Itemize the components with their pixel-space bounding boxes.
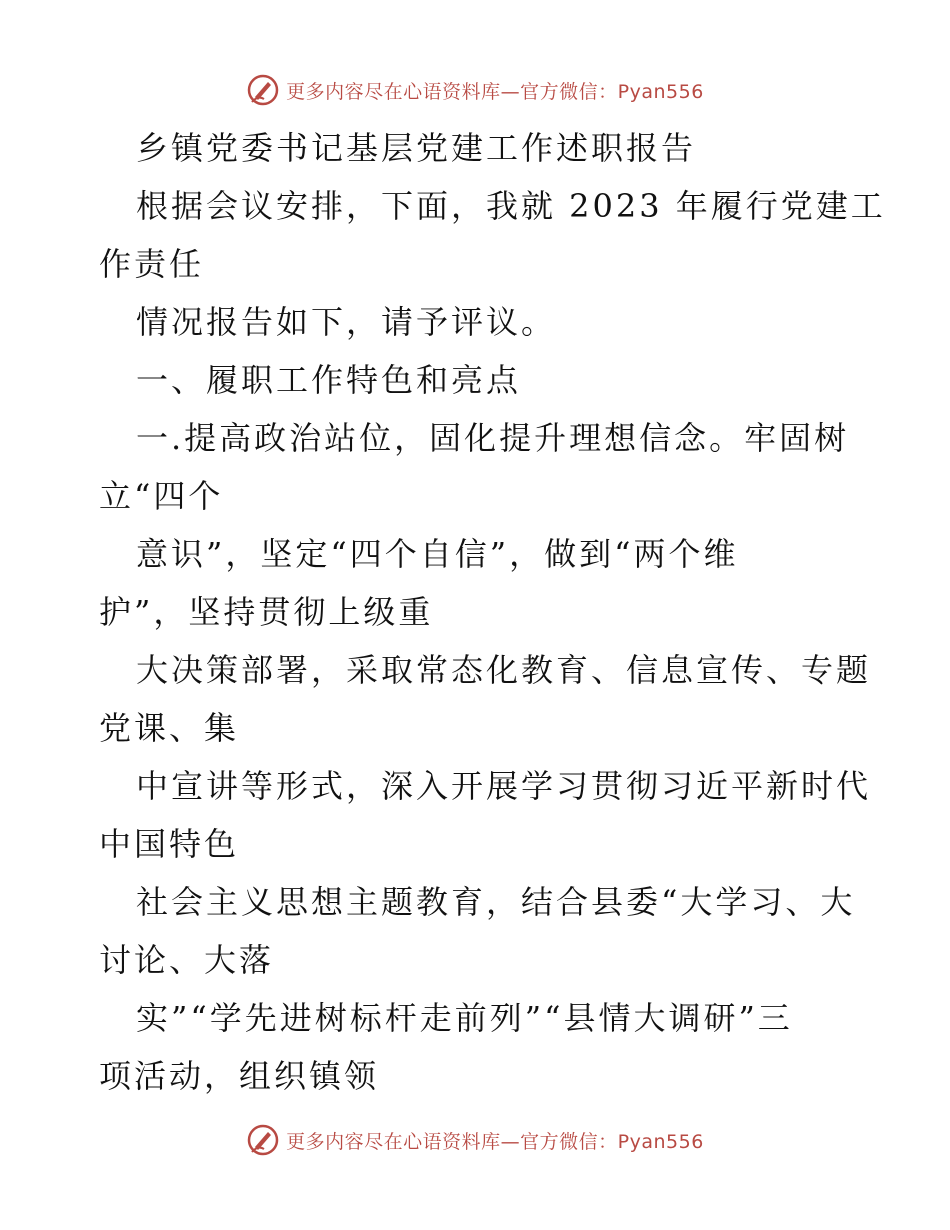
watermark-footer (0, 1120, 950, 1160)
paragraph-line: 党课、集 (99, 709, 240, 747)
paragraph-line: 实”“学先进树标杆走前列”“县情大调研”三 (136, 999, 793, 1037)
paragraph-line: 作责任 (99, 245, 205, 283)
document-title: 乡镇党委书记基层党建工作述职报告 (136, 129, 697, 167)
paragraph-line: 大决策部署，采取常态化教育、信息宣传、专题 (136, 651, 872, 689)
paragraph-line: 中国特色 (99, 825, 240, 863)
paragraph-line: 一.提高政治站位，固化提升理想信念。牢固树 (136, 419, 850, 457)
paragraph-line: 立“四个 (99, 477, 224, 515)
paragraph-line: 讨论、大落 (99, 941, 275, 979)
paragraph-line: 中宣讲等形式，深入开展学习贯彻习近平新时代 (136, 767, 872, 805)
paragraph-line: 社会主义思想主题教育，结合县委“大学习、大 (136, 883, 856, 921)
pen-seal-icon (246, 1123, 280, 1157)
paragraph-line: 情况报告如下，请予评议。 (136, 303, 557, 341)
section-heading: 一、履职工作特色和亮点 (136, 361, 522, 399)
pen-seal-icon (246, 73, 280, 107)
watermark-header (0, 70, 950, 110)
paragraph-line: 项活动，组织镇领 (99, 1057, 380, 1095)
watermark-text: 更多内容尽在心语资料库—官方微信：Pyan556 (286, 80, 704, 103)
paragraph-line: 护”，坚持贯彻上级重 (99, 593, 434, 631)
watermark-text: 更多内容尽在心语资料库—官方微信：Pyan556 (286, 1130, 704, 1153)
paragraph-line: 根据会议安排，下面，我就 2023 年履行党建工 (136, 187, 886, 225)
paragraph-line: 意识”，坚定“四个自信”，做到“两个维 (136, 535, 739, 573)
